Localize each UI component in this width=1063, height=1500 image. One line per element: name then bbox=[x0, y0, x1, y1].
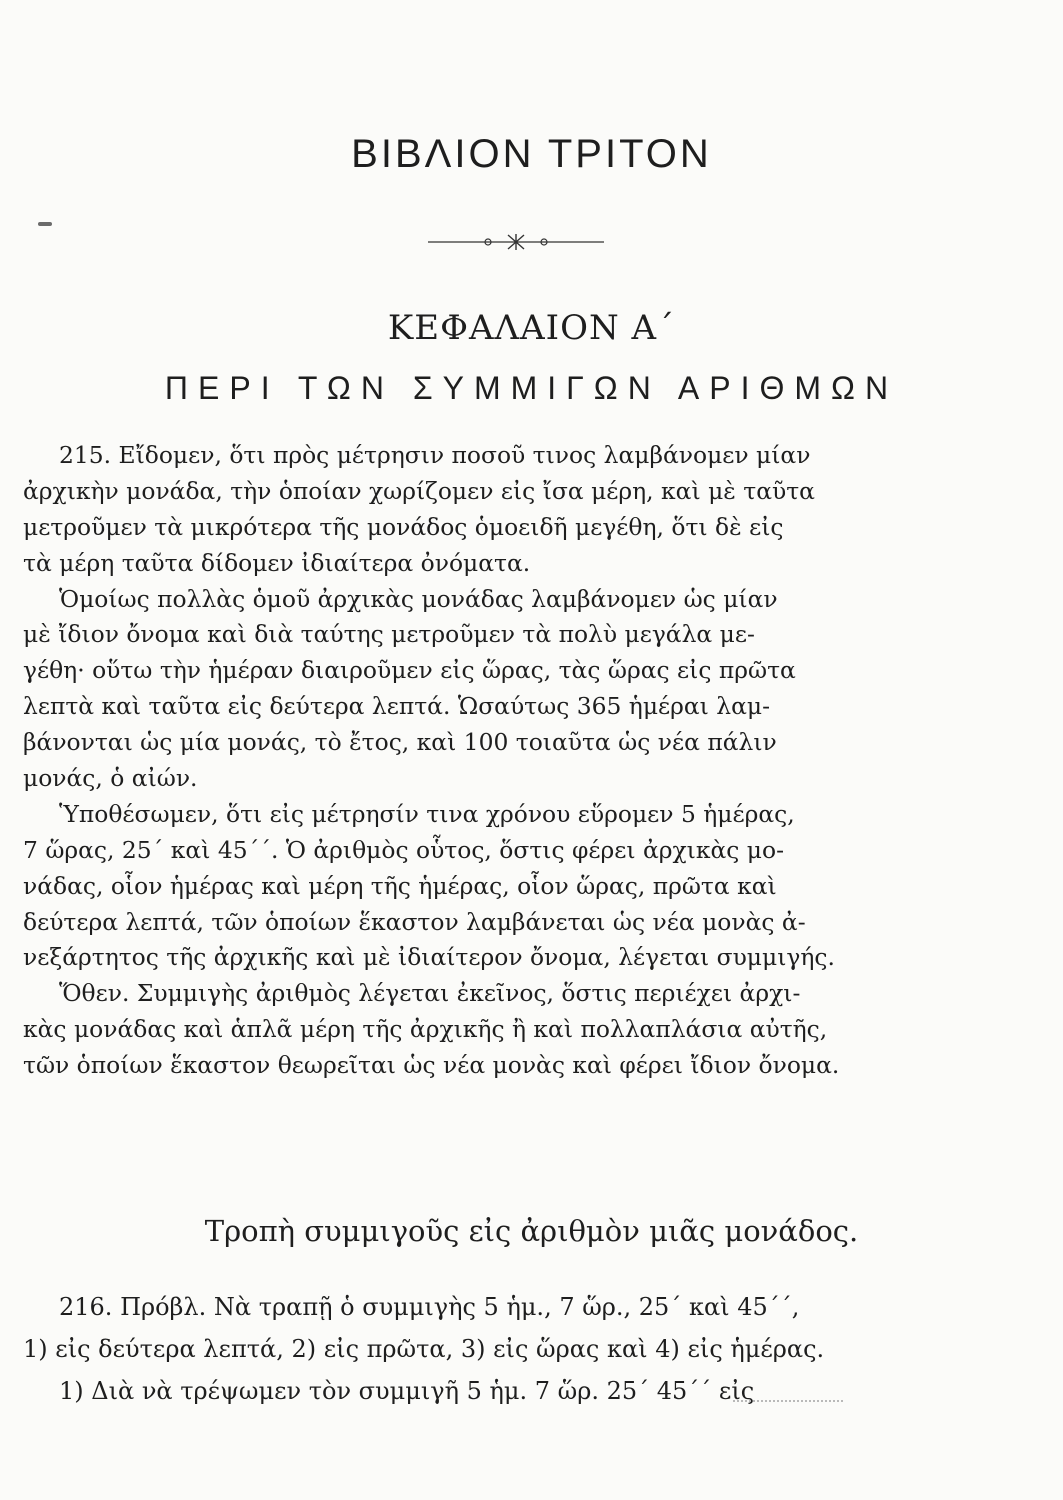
text-line: Ὁμοίως πολλὰς ὁμοῦ ἀρχικὰς μονάδας λαμβάνομεν ὡς μίαν bbox=[59, 584, 778, 613]
text-line: Ὑποθέσωμεν, ὅτι εἰς μέτρησίν τινα χρόνου εὕρομεν 5 ἡμέρας, bbox=[59, 799, 795, 828]
text-line: μὲ ἴδιον ὄνομα καὶ διὰ ταύτης μετροῦμεν τὰ πολὺ μεγάλα με- bbox=[23, 620, 755, 649]
text-line: 216. Πρόβλ. Νὰ τραπῇ ὁ συμμιγὴς 5 ἡμ., 7 ὥρ., 25΄ καὶ 45΄΄, bbox=[59, 1293, 800, 1321]
text-line: μονάς, ὁ αἰών. bbox=[23, 764, 198, 793]
text-line: τὰ μέρη ταῦτα δίδομεν ἰδιαίτερα ὀνόματα. bbox=[23, 548, 531, 577]
text-line: μετροῦμεν τὰ μικρότερα τῆς μονάδος ὁμοειδῆ μεγέθη, ὅτι δὲ εἰς bbox=[23, 512, 784, 541]
text-line: λεπτὰ καὶ ταῦτα εἰς δεύτερα λεπτά. Ὡσαύτως 365 ἡμέραι λαμ- bbox=[23, 692, 771, 721]
text-line: Ὅθεν. Συμμιγὴς ἀριθμὸς λέγεται ἐκεῖνος, ὅστις περιέχει ἀρχι- bbox=[59, 979, 801, 1008]
text-line: ἀρχικὴν μονάδα, τὴν ὁποίαν χωρίζομεν εἰς ἴσα μέρη, καὶ μὲ ταῦτα bbox=[23, 476, 815, 505]
text-line: νάδας, οἷον ἡμέρας καὶ μέρη τῆς ἡμέρας, οἷον ὥρας, πρῶτα καὶ bbox=[23, 871, 777, 900]
text-line: 1) Διὰ νὰ τρέψωμεν τὸν συμμιγῆ 5 ἡμ. 7 ὥρ. 25΄ 45΄΄ εἰς bbox=[59, 1377, 755, 1405]
chapter-title: ΚΕΦΑΛΑΙΟΝ Α΄ bbox=[387, 308, 676, 348]
ornament-divider bbox=[428, 232, 604, 252]
text-line: κὰς μονάδας καὶ ἁπλᾶ μέρη τῆς ἀρχικῆς ἢ καὶ πολλαπλάσια αὐτῆς, bbox=[23, 1015, 828, 1044]
text-line: τῶν ὁποίων ἕκαστον θεωρεῖται ὡς νέα μονὰς καὶ φέρει ἴδιον ὄνομα. bbox=[23, 1051, 840, 1080]
faint-mark bbox=[733, 1400, 843, 1403]
text-line: δεύτερα λεπτά, τῶν ὁποίων ἕκαστον λαμβάνεται ὡς νέα μονὰς ἀ- bbox=[23, 907, 806, 936]
text-line: 215. Εἴδομεν, ὅτι πρὸς μέτρησιν ποσοῦ τινος λαμβάνομεν μίαν bbox=[59, 441, 811, 469]
ink-speck bbox=[38, 222, 52, 226]
text-line: βάνονται ὡς μία μονάς, τὸ ἔτος, καὶ 100 τοιαῦτα ὡς νέα πάλιν bbox=[23, 728, 777, 757]
text-line: 7 ὥρας, 25΄ καὶ 45΄΄. Ὁ ἀριθμὸς οὗτος, ὅστις φέρει ἀρχικὰς μο- bbox=[23, 835, 784, 864]
section-216 bbox=[23, 1286, 1023, 1412]
chapter-subtitle: ΠΕΡΙ ΤΩΝ ΣΥΜΜΙΓΩΝ ΑΡΙΘΜΩΝ bbox=[164, 370, 899, 406]
section-215 bbox=[23, 438, 1023, 1084]
text-line: 1) εἰς δεύτερα λεπτά, 2) εἰς πρῶτα, 3) εἰς ὥρας καὶ 4) εἰς ἡμέρας. bbox=[23, 1335, 825, 1363]
text-line: γέθη· οὕτω τὴν ἡμέραν διαιροῦμεν εἰς ὥρας, τὰς ὥρας εἰς πρῶτα bbox=[23, 656, 796, 685]
section-heading: Τροπὴ συμμιγοῦς εἰς ἀριθμὸν μιᾶς μονάδος. bbox=[204, 1214, 859, 1248]
book-title: ΒΙΒΛΙΟΝ ΤΡΙΤΟΝ bbox=[351, 132, 712, 176]
text-line: νεξάρτητος τῆς ἀρχικῆς καὶ μὲ ἰδιαίτερον ὄνομα, λέγεται συμμιγής. bbox=[23, 943, 835, 972]
